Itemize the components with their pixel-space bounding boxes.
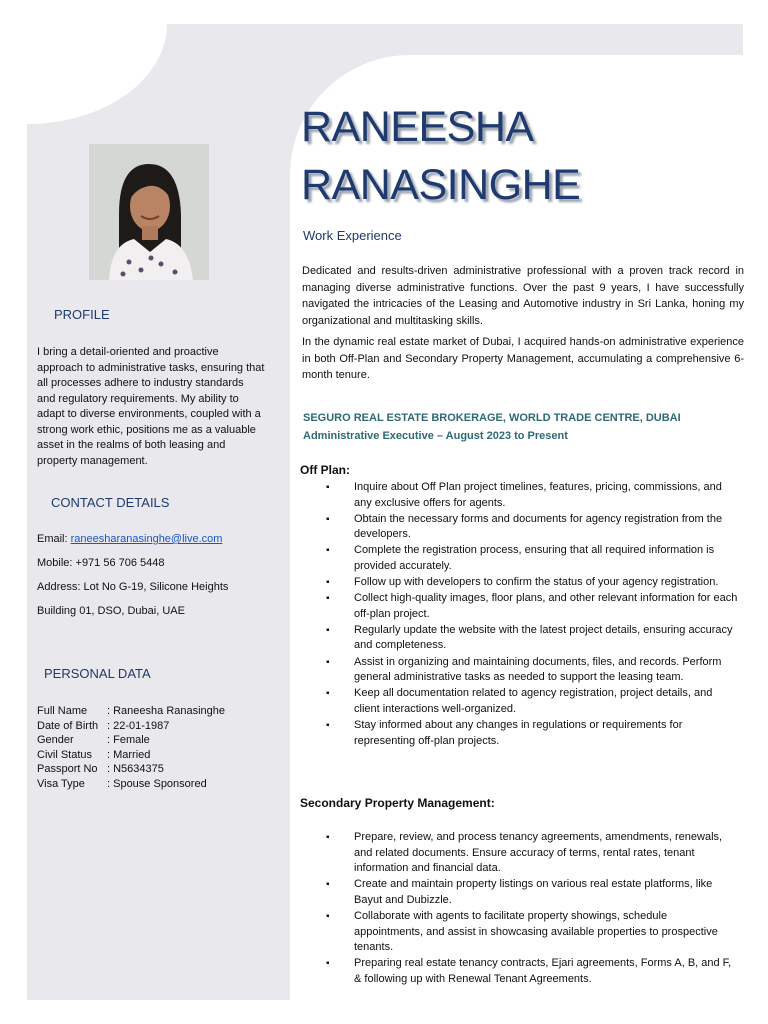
- intro-paragraph: In the dynamic real estate market of Dubai, I acquired hands-on administrative experience in both Off-Plan and Secondary Property Management, accumulating a comprehensive 6-month tenure.: [302, 336, 744, 381]
- personal-data-value: : N5634375: [107, 763, 164, 776]
- personal-data-row: [37, 704, 265, 719]
- employer: [303, 409, 681, 445]
- contact-details: [37, 532, 265, 628]
- personal-data-key: Visa Type: [37, 777, 85, 790]
- secondary-heading: Secondary Property Management:: [300, 796, 495, 810]
- offplan-list: [318, 480, 738, 750]
- personal-data-value: : Married: [107, 748, 151, 761]
- name-last: RANASINGHE: [301, 161, 581, 209]
- personal-data-value: : Spouse Sponsored: [107, 777, 207, 790]
- email-link[interactable]: raneesharanasinghe@live.com: [70, 533, 223, 545]
- list-item: ▪ Keep all documentation related to agency registration, project details, and client interactions well-organized.: [318, 686, 738, 717]
- personal-data-list: [37, 704, 265, 792]
- contact-email: Email: raneesharanasinghe@live.com: [37, 533, 223, 545]
- list-item: ▪ Obtain the necessary forms and documents for agency registration from the developers.: [318, 512, 738, 543]
- list-item: ▪ Prepare, review, and process tenancy agreements, amendments, renewals, and related documents. Ensure accuracy of terms, rental rates, tenant information and financial data.: [318, 830, 738, 877]
- personal-data-value: : 22-01-1987: [107, 719, 170, 732]
- personal-data-key: Civil Status: [37, 748, 93, 761]
- list-item: ▪ Complete the registration process, ensuring that all required information is provided accurately.: [318, 543, 738, 574]
- personal-data-row: [37, 777, 265, 792]
- list-item: ▪ Preparing real estate tenancy contracts, Ejari agreements, Forms A, B, and F, & following up with Renewal Tenant Agreements.: [318, 956, 738, 987]
- personal-data-key: Full Name: [37, 705, 88, 717]
- personal-data-row: [37, 719, 265, 734]
- personal-data-row: [37, 748, 265, 763]
- work-experience-heading: Work Experience: [303, 228, 402, 243]
- contact-address-2: Building 01, DSO, Dubai, UAE: [37, 605, 185, 617]
- personal-data-value: : Raneesha Ranasinghe: [107, 705, 226, 717]
- contact-address-1: Address: Lot No G-19, Silicone Heights: [37, 581, 229, 593]
- contact-heading: CONTACT DETAILS: [51, 495, 170, 510]
- name-first: RANEESHA: [301, 103, 534, 151]
- secondary-list: [318, 830, 738, 988]
- list-item: ▪ Follow up with developers to confirm the status of your agency registration.: [318, 575, 738, 591]
- candidate-name: [301, 98, 580, 214]
- company-name: SEGURO REAL ESTATE BROKERAGE, WORLD TRADE CENTRE, DUBAI: [303, 412, 681, 424]
- list-item: ▪ Regularly update the website with the latest project details, ensuring accuracy and completeness.: [318, 623, 738, 654]
- offplan-heading: Off Plan:: [300, 463, 350, 477]
- personal-data-key: Date of Birth: [37, 719, 99, 732]
- contact-mobile: Mobile: +971 56 706 5448: [37, 557, 165, 569]
- list-item: ▪ Stay informed about any changes in regulations or requirements for representing off-plan projects.: [318, 718, 738, 749]
- profile-heading: PROFILE: [54, 307, 110, 322]
- profile-text: I bring a detail-oriented and proactive approach to administrative tasks, ensuring that all processes adhere to industry standards and regulatory requirements. My ability to adapt to diverse environments, coupled with a strong work ethic, positions me as a valuable asset in the realms of both leasing and property management.: [37, 346, 265, 467]
- intro-paragraph: Dedicated and results-driven administrative professional with a proven track record in managing diverse administrative functions. Over the past 9 years, I have successfully navigated the intricacies of the Leasing and Automotive industry in Sri Lanka, honing my organizational and multitasking skills.: [302, 265, 744, 327]
- list-item: ▪ Collect high-quality images, floor plans, and other relevant information for each off-plan project.: [318, 591, 738, 622]
- personal-data-row: [37, 762, 265, 777]
- personal-data-row: [37, 733, 265, 748]
- personal-data-key: Passport No: [37, 763, 98, 776]
- list-item: ▪ Assist in organizing and maintaining documents, files, and records. Perform general administrative tasks as needed to support the leasing team.: [318, 655, 738, 686]
- profile-photo: [89, 144, 209, 280]
- personal-data-heading: PERSONAL DATA: [44, 666, 151, 681]
- list-item: ▪ Collaborate with agents to facilitate property showings, schedule appointments, and assist in showcasing available properties to prospective tenants.: [318, 909, 738, 956]
- work-intro: [302, 263, 744, 389]
- list-item: ▪ Create and maintain property listings on various real estate platforms, like Bayut and Dubizzle.: [318, 877, 738, 908]
- list-item: ▪ Inquire about Off Plan project timelines, features, pricing, commissions, and any exclusive offers for agents.: [318, 480, 738, 511]
- personal-data-value: : Female: [107, 734, 150, 747]
- personal-data-key: Gender: [37, 734, 74, 747]
- job-role: Administrative Executive – August 2023 to Present: [303, 430, 568, 442]
